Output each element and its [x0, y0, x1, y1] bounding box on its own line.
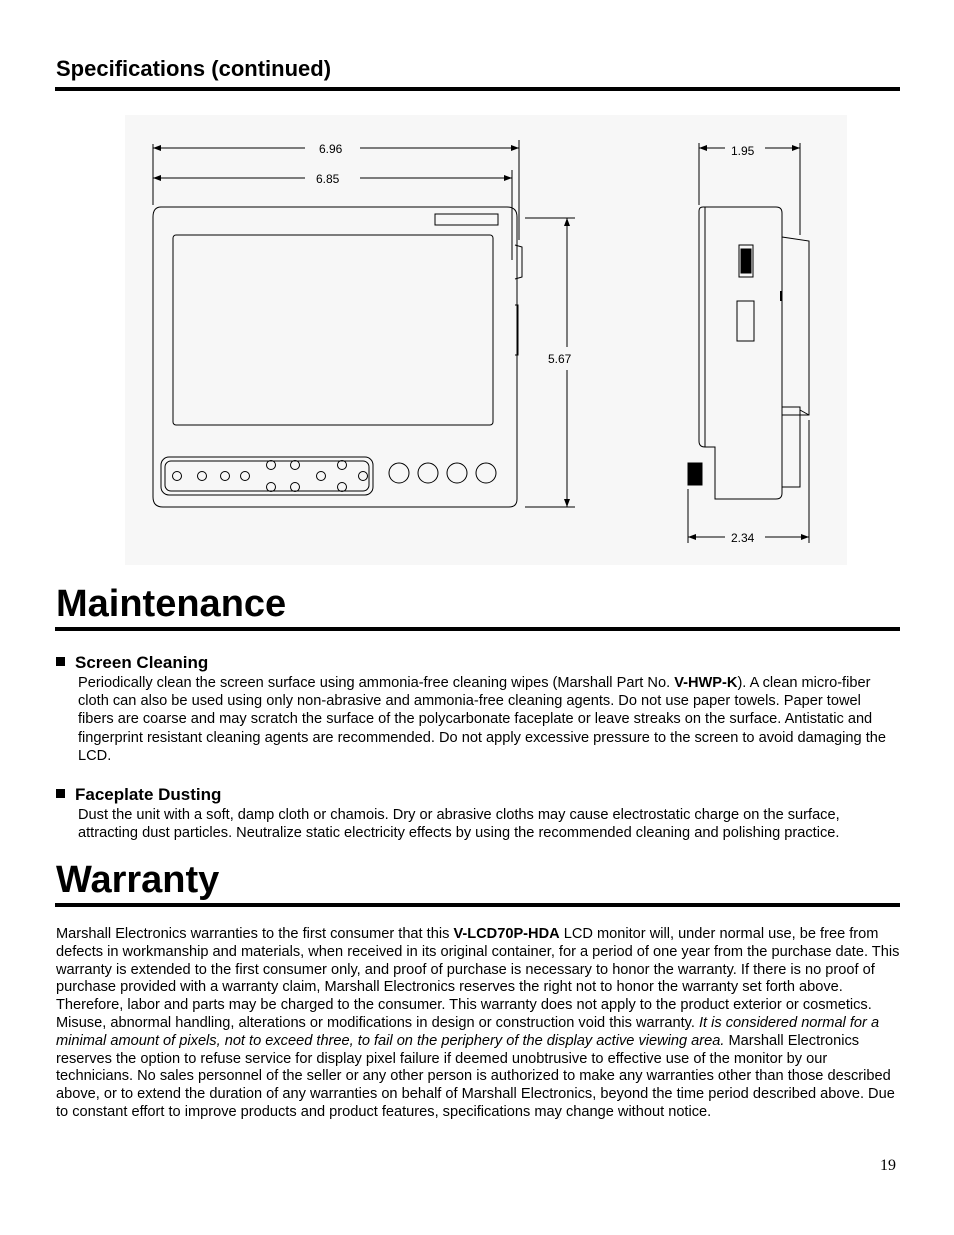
model-number: V-LCD70P-HDA [453, 926, 560, 942]
dim-depth-bottom: 2.34 [731, 531, 755, 545]
screen-cleaning-text: Periodically clean the screen surface using ammonia-free cleaning wipes (Marshall Part No. V-HWP-K). A clean micro-fiber cloth can also be used using only non-abrasive and ammonia-free cleaning agents. Do not use paper towels. Paper towel fibers are coarse and may scratch the surface of the polycarbonate faceplate or leave streaks on the surface. Antistatic and fingerprint resistant cleaning agents are recommended. Do not apply excessive pressure to the screen to avoid damaging the LCD. [78, 675, 886, 764]
dim-height: 5.67 [548, 352, 572, 366]
dim-depth-top: 1.95 [731, 144, 755, 158]
dim-width-inner: 6.85 [316, 172, 340, 186]
page-number: 19 [880, 1157, 896, 1174]
heading-rule [55, 87, 900, 91]
dimension-drawing [125, 115, 847, 565]
bullet-square-icon [56, 789, 65, 798]
faceplate-dusting-heading: Faceplate Dusting [56, 785, 221, 805]
dim-width-outer: 6.96 [319, 142, 343, 156]
specifications-heading: Specifications (continued) [56, 56, 332, 81]
bullet-square-icon [56, 657, 65, 666]
warranty-text: Marshall Electronics warranties to the first consumer that this V-LCD70P-HDA LCD monitor will, under normal use, be free from defects in workmanship and materials, when received in its original container, for a period of one year from the purchase date. This warranty is extended to the first consumer only, and proof of purchase is necessary to honor the warranty. If there is no proof of purchase provided with a warranty claim, Marshall Electronics reserves the right not to honor the warranty set forth above. Therefore, labor and parts may be charged to the consumer. This warranty does not apply to the product exterior or cosmetics. Misuse, abnormal handling, alterations or modifications in design or construction void this warranty. It is considered normal for a minimal amount of pixels, not to exceed three, to fail on the periphery of the display active viewing area. Marshall Electronics reserves the option to refuse service for display pixel failure if deemed unobtrusive to effective use of the monitor by our technicians. No sales personnel of the seller or any other person is authorized to make any warranties other than those described above, or to extend the duration of any warranties on behalf of Marshall Electronics, beyond the time period described above. Due to constant effort to improve products and product features, specifications may change without notice. [56, 926, 900, 1120]
maintenance-rule [55, 627, 900, 631]
warranty-heading: Warranty [56, 859, 220, 901]
screen-cleaning-heading: Screen Cleaning [56, 653, 208, 673]
faceplate-dusting-text: Dust the unit with a soft, damp cloth or chamois. Dry or abrasive cloths may cause electrostatic charge on the surface, attracting dust particles. Neutralize static electricity effects by using the recommended cleaning and polishing practice. [78, 807, 840, 842]
part-number: V-HWP-K [674, 675, 738, 691]
maintenance-heading: Maintenance [56, 583, 287, 625]
warranty-rule [55, 903, 900, 907]
